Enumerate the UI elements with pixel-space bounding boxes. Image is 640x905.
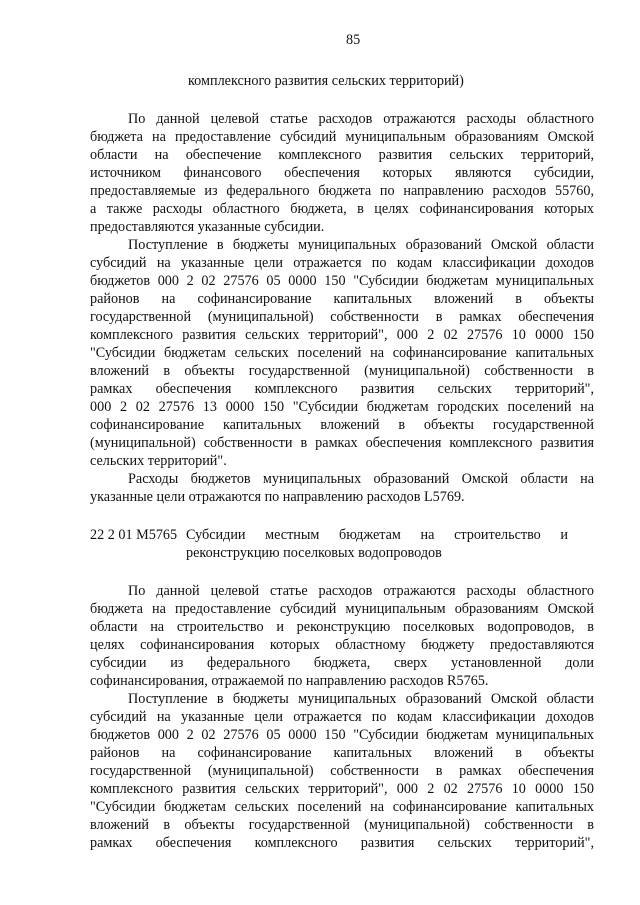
text-line: целях софинансирования которых областному бюджету предоставляются xyxy=(90,637,594,653)
text-line: районов на софинансирование капитальных вложений в объекты xyxy=(90,291,594,307)
header-continuation: комплексного развития сельских территорий) xyxy=(188,73,464,89)
text-line: Расходы бюджетов муниципальных образований Омской области на xyxy=(128,471,594,487)
text-line: государственной (муниципальной) собственности в рамках обеспечения xyxy=(90,309,594,325)
text-line: комплексного развития сельских территорий", 000 2 02 27576 10 0000 150 xyxy=(90,327,594,343)
text-line: софинансирования, отражаемой по направлению расходов R5765. xyxy=(90,673,489,689)
text-line: вложений в объекты государственной (муниципальной) собственности в xyxy=(90,363,594,379)
article-title-line: реконструкцию поселковых водопроводов xyxy=(186,545,442,561)
text-line: субсидий на указанные цели отражается по кодам классификации доходов xyxy=(90,255,594,271)
text-line: бюджетов 000 2 02 27576 05 0000 150 "Субсидии бюджетам муниципальных xyxy=(90,727,594,743)
text-line: сельских территорий". xyxy=(90,453,227,469)
text-line: а также расходы областного бюджета, в целях софинансирования которых xyxy=(90,201,594,217)
text-line: рамках обеспечения комплексного развития сельских территорий", xyxy=(90,835,594,851)
text-line: районов на софинансирование капитальных вложений в объекты xyxy=(90,745,594,761)
article-title-line: Субсидии местным бюджетам на строительство и xyxy=(186,527,568,543)
text-line: субсидий на указанные цели отражается по кодам классификации доходов xyxy=(90,709,594,725)
text-line: "Субсидии бюджетам сельских поселений на софинансирование капитальных xyxy=(90,799,594,815)
page-number: 85 xyxy=(346,32,361,48)
text-line: субсидии из федерального бюджета, сверх установленной доли xyxy=(90,655,594,671)
text-line: источником финансового обеспечения которых являются субсидии, xyxy=(90,165,594,181)
text-line: области на строительство и реконструкцию поселковых водопроводов, в xyxy=(90,619,594,635)
text-line: рамках обеспечения комплексного развития сельских территорий", xyxy=(90,381,594,397)
text-line: По данной целевой статье расходов отражаются расходы областного xyxy=(128,111,594,127)
text-line: Поступление в бюджеты муниципальных образований Омской области xyxy=(128,237,594,253)
text-line: бюджетов 000 2 02 27576 05 0000 150 "Субсидии бюджетам муниципальных xyxy=(90,273,594,289)
text-line: (муниципальной) собственности в рамках обеспечения комплексного развития xyxy=(90,435,594,451)
text-line: По данной целевой статье расходов отражаются расходы областного xyxy=(128,583,594,599)
text-line: Поступление в бюджеты муниципальных образований Омской области xyxy=(128,691,594,707)
article-code: 22 2 01 M5765 xyxy=(90,527,178,543)
text-line: области на обеспечение комплексного развития сельских территорий, xyxy=(90,147,594,163)
text-line: вложений в объекты государственной (муниципальной) собственности в xyxy=(90,817,594,833)
text-line: "Субсидии бюджетам сельских поселений на софинансирование капитальных xyxy=(90,345,594,361)
text-line: указанные цели отражаются по направлению расходов L5769. xyxy=(90,489,465,505)
text-line: бюджета на предоставление субсидий муниципальным образованиям Омской xyxy=(90,129,594,145)
text-line: 000 2 02 27576 13 0000 150 "Субсидии бюджетам городских поселений на xyxy=(90,399,594,415)
text-line: предоставляемые из федерального бюджета по направлению расходов 55760, xyxy=(90,183,594,199)
text-line: софинансирование капитальных вложений в объекты государственной xyxy=(90,417,594,433)
text-line: бюджета на предоставление субсидий муниципальным образованиям Омской xyxy=(90,601,594,617)
text-line: государственной (муниципальной) собственности в рамках обеспечения xyxy=(90,763,594,779)
text-line: комплексного развития сельских территорий", 000 2 02 27576 10 0000 150 xyxy=(90,781,594,797)
text-line: предоставляются указанные субсидии. xyxy=(90,219,325,235)
